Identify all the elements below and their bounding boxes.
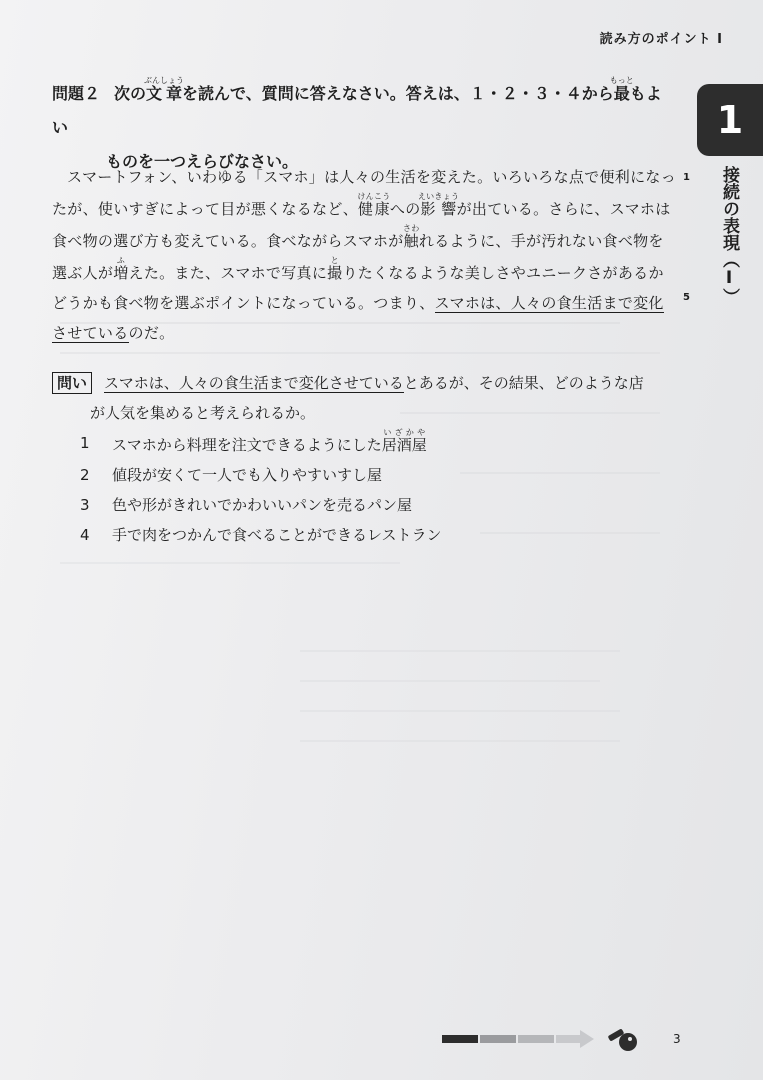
chapter-number-tab: 1 <box>697 84 763 156</box>
ruby-mottomo: 最もっと <box>609 76 634 103</box>
chapter-title-text: 接続の表現 <box>719 166 739 251</box>
runner-icon <box>608 1028 637 1051</box>
page-number: 3 <box>673 1032 681 1046</box>
bleed-through-marks <box>60 300 680 780</box>
problem-label: 問題２ <box>52 84 101 103</box>
problem-line-1: 問題２ 次の文章ぶんしょうを読んで、質問に答えなさい。答えは、１・２・３・４から最もっともよい <box>52 76 662 137</box>
answer-option[interactable]: 2 値段が安くて一人でも入りやすいすし屋 <box>80 466 383 484</box>
problem-line-2: ものを一つえらびなさい。 <box>106 152 299 171</box>
question-label: 問い <box>52 372 92 394</box>
running-header-suffix: Ⅰ <box>717 32 723 47</box>
chapter-title-suffix: （Ⅰ） <box>719 251 739 305</box>
passage-line-3: 食べ物の選び方も変えている。食べながらスマホが触さわれるように、手が汚れない食べ物を <box>52 224 664 250</box>
passage-line-2: たが、使いすぎによって目が悪くなるなど、健康けんこうへの影響えいきょうが出ている。さらに、スマホは <box>52 192 671 218</box>
answer-option[interactable]: 1 スマホから料理を注文できるようにした居酒屋いざかや <box>80 428 427 454</box>
underlined-phrase-end: させている <box>52 324 129 342</box>
question-underlined: スマホは、人々の食生活まで変化させている <box>104 374 404 392</box>
progress-arrow-icon <box>442 1026 642 1052</box>
chapter-title <box>717 166 739 305</box>
answer-option[interactable]: 4 手で肉をつかんで食べることができるレストラン <box>80 526 442 544</box>
ruby-bunshou: 文章ぶんしょう <box>144 76 185 103</box>
passage-line-6: させているのだ。 <box>52 324 175 342</box>
question-line-1: 問い スマホは、人々の食生活まで変化させているとあるが、その結果、どのような店 <box>52 368 692 398</box>
running-header-title: 読み方のポイント <box>599 32 712 47</box>
passage-line-5: どうかも食べ物を選ぶポイントになっている。つまり、スマホは、人々の食生活まで変化 <box>52 294 664 312</box>
line-number-1: 1 <box>683 172 690 183</box>
underlined-phrase: スマホは、人々の食生活まで変化 <box>434 294 664 312</box>
passage-line-4: 選ぶ人が増ふえた。また、スマホで写真に撮とりたくなるような美しさやユニークさがあるか <box>52 256 664 282</box>
answer-option[interactable]: 3 色や形がきれいでかわいいパンを売るパン屋 <box>80 496 413 514</box>
line-number-5: 5 <box>683 292 690 303</box>
running-header <box>600 28 723 47</box>
question-line-2: が人気を集めると考えられるか。 <box>90 404 316 422</box>
passage-line-1: スマートフォン、いわゆる「スマホ」は人々の生活を変えた。いろいろな点で便利になっ <box>67 168 677 186</box>
